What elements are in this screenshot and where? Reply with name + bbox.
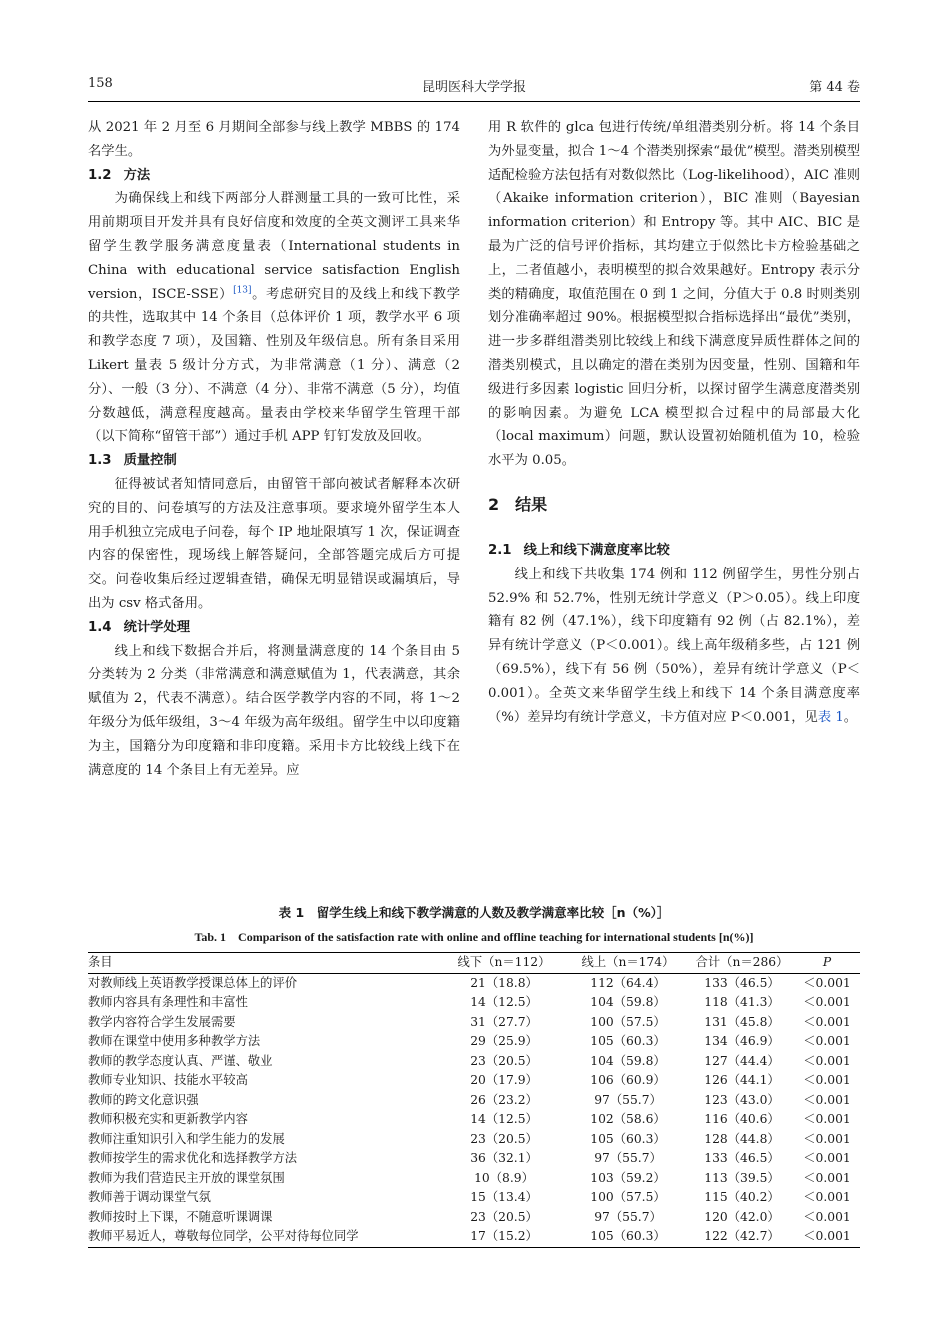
section-heading-2-1: 2.1 线上和线下满意度率比较 [488,542,670,558]
cell-online: 105（60.3） [566,1227,690,1247]
cell-total: 115（40.2） [704,1190,780,1204]
cell-offline: 14（12.5） [470,995,538,1009]
section-heading-1-3: 1.3 质量控制 [88,453,177,469]
cell-total: 116（40.6） [704,1112,780,1126]
cell-total: 120（42.0） [704,1209,780,1224]
cell-p: ＜0.001 [794,1227,860,1247]
cell-online: 105（60.3） [590,1131,666,1146]
col-header-offline: 线下（n＝112） [442,953,566,974]
table-row [88,1052,860,1072]
table-header-row [88,953,860,974]
cell-item: 教师注重知识引入和学生能力的发展 [88,1131,285,1146]
cell-online: 112（64.4） [590,975,666,990]
section-heading-1-2: 1.2 方法 [88,167,151,183]
cell-total: 122（42.7） [690,1227,794,1247]
cell-total: 123（43.0） [704,1092,780,1107]
cell-online: 102（58.6） [590,1112,666,1126]
cell-offline: 20（17.9） [470,1073,538,1087]
table-row [88,1110,860,1130]
cell-online: 103（59.2） [590,1170,666,1185]
cell-p: ＜0.001 [803,1209,851,1224]
paragraph-methods: 为确保线上和线下两部分人群测量工具的一致可比性，采用前期项目开发并具有良好信度和效度的全英文测评工具来华留学生教学服务满意度量表（International students in China with educational service satisfaction English version，ISCE-SSE）[13]。考虑研究目的及线上和线下教学的共性，选取其中 14 个条目（总体评价 1 项，教学水平 6 项和教学态度 7 项），及国籍、性别及年级信息。所有条目采用 Likert 量表 5 级计分方式，为非常满意（1 分）、满意（2 分）、一般（3 分）、不满意（4 分）、非常不满意（5 分），均值分数越低，满意程度越高。量表由学校来华留学生管理干部（以下简称“留管干部”）通过手机 APP 钉钉发放及回收。 [88,191,461,445]
table-caption-en: Tab. 1 Comparison of the satisfaction rate with online and offline teaching for international students [n(%)] [194,930,754,944]
cell-offline: 15（13.4） [470,1190,538,1204]
header-rule [88,101,860,102]
cell-offline: 31（27.7） [470,1014,538,1029]
table-row [88,1208,860,1228]
cell-p: ＜0.001 [803,1170,851,1185]
cell-offline: 17（15.2） [442,1227,566,1247]
cell-offline: 23（20.5） [470,1131,538,1146]
cell-online: 97（55.7） [594,1209,662,1224]
cell-total: 133（46.5） [704,1151,780,1165]
cell-p: ＜0.001 [803,1131,851,1146]
journal-title: 昆明医科大学学报 [421,80,526,95]
cell-p: ＜0.001 [803,1034,851,1048]
paragraph-quality: 征得被试者知情同意后，由留管干部向被试者解释本次研究的目的、问卷填写的方法及注意事项。要求境外留学生本人用手机独立完成电子问卷，每个 IP 地址限填写 1 次，保证调查内容的保密性，现场线上解答疑问，全部答题完成后方可提交。问卷收集后经过逻辑查错，确保无明显错误或漏填后，导出为 csv 格式备用。 [88,476,460,611]
table-row [88,1032,860,1052]
table-row [88,1130,860,1150]
paragraph-statistics: 线上和线下数据合并后，将测量满意度的 14 个条目由 5 分类转为 2 分类（非常满意和满意赋值为 1，代表满意，其余赋值为 2，代表不满意）。结合医学教学内容的不同，将 1～2 年级分为低年级组，3～4 年级为高年级组。留学生中以印度籍为主，国籍分为印度籍和非印度籍。采用卡方比较线上线下在满意度的 14 个条目上有无差异。应 [88,643,460,778]
left-column [88,116,460,782]
cell-total: 134（46.9） [704,1034,780,1048]
cell-item: 教师的教学态度认真、严谨、敬业 [88,1053,273,1068]
cell-offline: 26（23.2） [470,1092,538,1107]
paragraph-results: 线上和线下共收集 174 例和 112 例留学生，男性分别占 52.9% 和 52.7%，性别无统计学意义（P＞0.05）。线上印度籍有 82 例（47.1%），线下印度籍有 92 例（占 82.1%），差异有统计学意义（P＜0.001）。线上高年级稍多些，占 121 例（69.5%），线下有 56 例（50%），差异有统计学意义（P＜0.001）。全英文来华留学生线上和线下 14 个条目满意度率（%）差异均有统计学意义，卡方值对应 P＜0.001，见表 1。 [488,566,860,725]
cell-offline: 23（20.5） [470,1209,538,1224]
section-heading-2: 2 结果 [488,494,548,514]
cell-offline: 29（25.9） [470,1034,538,1048]
cell-total: 128（44.8） [704,1131,780,1146]
cell-total: 127（44.4） [704,1053,780,1068]
table-link[interactable]: 表 1 [817,709,844,725]
cell-item: 教师内容具有条理性和丰富性 [88,995,248,1009]
cell-online: 104（59.8） [590,1053,666,1068]
paragraph: 从 2021 年 2 月至 6 月期间全部参与线上教学 MBBS 的 174 名学生。 [88,120,460,159]
cell-p: ＜0.001 [803,1151,851,1165]
cell-online: 100（57.5） [590,1014,666,1029]
satisfaction-table [88,952,860,1248]
cell-item: 教师善于调动课堂气氛 [88,1190,211,1204]
cell-online: 100（57.5） [590,1190,666,1204]
cell-p: ＜0.001 [803,1190,851,1204]
cell-p: ＜0.001 [803,975,851,990]
table-row [88,1188,860,1208]
cell-offline: 10（8.9） [474,1170,534,1185]
running-header [88,76,860,98]
cell-p: ＜0.001 [803,995,851,1009]
cell-item: 教师按时上下课，不随意听课调课 [88,1209,273,1224]
table-row [88,1149,860,1169]
col-header-item: 条目 [88,953,442,974]
cell-online: 97（55.7） [594,1092,662,1107]
cell-total: 133（46.5） [704,975,780,990]
cell-item: 教师在课堂中使用多种教学方法 [88,1034,261,1048]
table-row [88,1013,860,1033]
table-caption-cn: 表 1 留学生线上和线下教学满意的人数及教学满意率比较［n（%）］ [278,905,670,920]
cell-item: 教师平易近人，尊敬每位同学，公平对待每位同学 [88,1227,442,1247]
cell-item: 教师为我们营造民主开放的课堂氛围 [88,1170,285,1185]
table-row [88,993,860,1013]
cell-total: 131（45.8） [704,1014,780,1029]
cell-online: 106（60.9） [590,1073,666,1087]
cell-p: ＜0.001 [803,1112,851,1126]
cell-p: ＜0.001 [803,1014,851,1029]
col-header-total: 合计（n＝286） [690,953,794,974]
col-header-online: 线上（n＝174） [566,953,690,974]
cell-offline: 36（32.1） [470,1151,538,1165]
table-row [88,1227,860,1247]
cell-offline: 21（18.8） [470,975,538,990]
cell-total: 113（39.5） [704,1170,780,1185]
col-header-p: P [794,953,860,974]
right-column [488,116,860,729]
cell-total: 118（41.3） [704,995,780,1009]
citation-ref[interactable]: [13] [233,285,252,296]
section-heading-1-4: 1.4 统计学处理 [88,619,191,635]
cell-online: 104（59.8） [590,995,666,1009]
table-row [88,973,860,993]
cell-item: 教师的跨文化意识强 [88,1092,199,1107]
cell-p: ＜0.001 [803,1053,851,1068]
cell-offline: 23（20.5） [470,1053,538,1068]
cell-total: 126（44.1） [704,1073,780,1087]
cell-item: 教师专业知识、技能水平较高 [88,1073,248,1087]
cell-item: 教师积极充实和更新教学内容 [88,1112,248,1126]
page-number: 158 [88,76,113,91]
cell-item: 教学内容符合学生发展需要 [88,1014,236,1029]
cell-p: ＜0.001 [803,1073,851,1087]
table-row [88,1071,860,1091]
cell-item: 教师按学生的需求优化和选择教学方法 [88,1151,298,1165]
cell-item: 对教师线上英语教学授课总体上的评价 [88,975,298,990]
cell-offline: 14（12.5） [470,1112,538,1126]
cell-online: 97（55.7） [594,1151,662,1165]
cell-p: ＜0.001 [803,1092,851,1107]
table-row [88,1091,860,1111]
volume-label: 第 44 卷 [809,80,860,95]
table-row [88,1169,860,1189]
cell-online: 105（60.3） [590,1034,666,1048]
paragraph: 用 R 软件的 glca 包进行传统/单组潜类别分析。将 14 个条目为外显变量，拟合 1～4 个潜类别探索“最优”模型。潜类别模型适配检验方法包括有对数似然比（Log-likelihood），AIC 准则（Akaike information criterion），BIC 准则（Bayesian information criterion）和 Entropy 等。其中 AIC、BIC 是最为广泛的信号评价指标，其均建立于似然比卡方检验基础之上，二者值越小，表明模型的拟合效果越好。Entropy 表示分类的精确度，取值范围在 0 到 1 之间，分值大于 0.8 时则类别划分准确率超过 90%。根据模型拟合指标选择出“最优”类别，进一步多群组潜类别比较线上和线下满意度异质性群体之间的潜类别模式，且以确定的潜在类别为因变量，性别、国籍和年级进行多因素 logistic 回归分析，以探讨留学生满意度潜类别的影响因素。为避免 LCA 模型拟合过程中的局部最大化（local maximum）问题，默认设置初始随机值为 10，检验水平为 0.05。 [488,120,860,469]
